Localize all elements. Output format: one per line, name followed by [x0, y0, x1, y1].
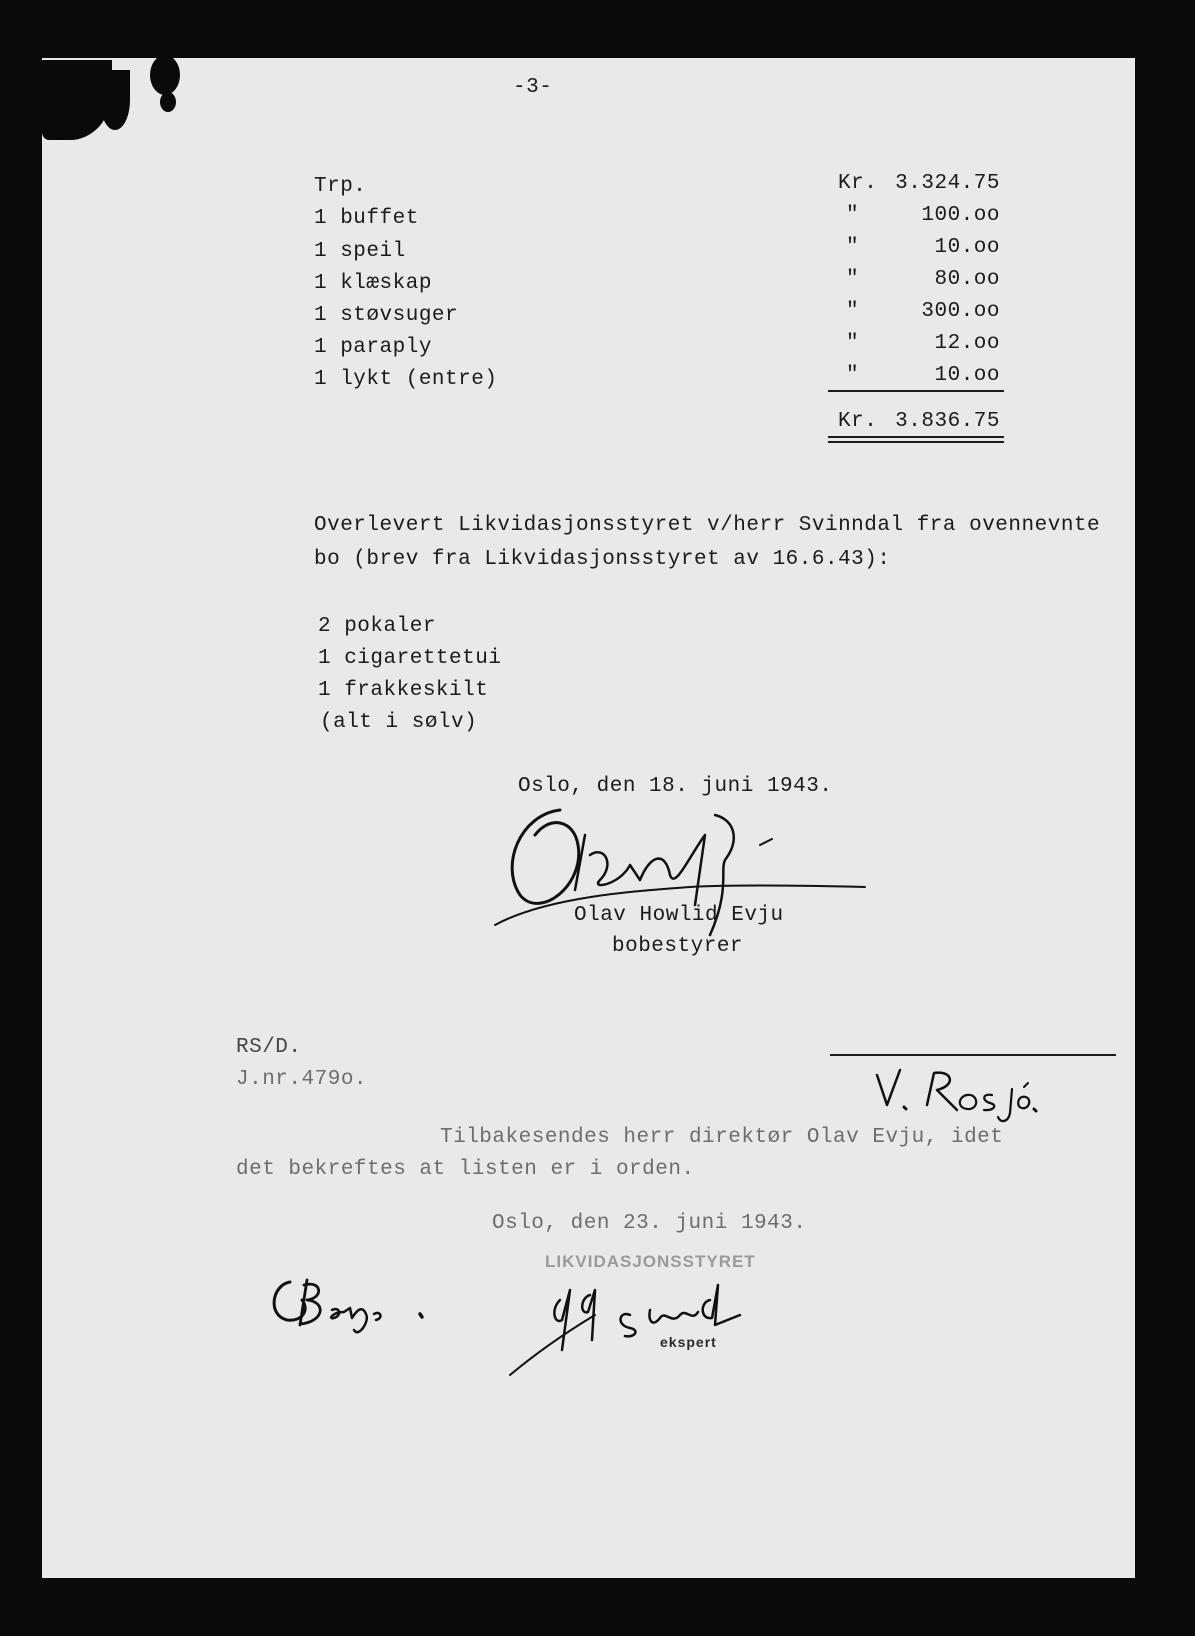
item-name: 1 buffet — [314, 207, 419, 230]
note-line — [830, 1054, 1116, 1056]
item-amount: 100.oo — [921, 204, 1000, 227]
item-amount: 10.oo — [934, 236, 1000, 259]
sum-rule — [828, 390, 1004, 392]
total-double-rule — [828, 436, 1004, 438]
item-name: 1 lykt (entre) — [314, 368, 498, 391]
item-amount: 10.oo — [934, 364, 1000, 387]
item-prefix: " — [846, 204, 860, 227]
item-prefix: " — [846, 268, 860, 291]
scan-blot — [150, 55, 180, 95]
reply-line: Tilbakesendes herr direktør Olav Evju, idet — [440, 1126, 1004, 1149]
item-amount: 12.oo — [934, 332, 1000, 355]
item-name: 1 speil — [314, 240, 406, 263]
item-name: 1 støvsuger — [314, 304, 459, 327]
signature-berge — [262, 1270, 432, 1340]
delivered-item: 2 pokaler — [318, 615, 436, 638]
signature-svinndal — [500, 1270, 800, 1380]
reply-line: det bekreftes at listen er i orden. — [236, 1158, 695, 1181]
item-name: 1 klæskap — [314, 272, 432, 295]
item-prefix: " — [846, 300, 860, 323]
place-date: Oslo, den 23. juni 1943. — [492, 1212, 807, 1235]
signer-role: bobestyrer — [612, 935, 744, 958]
stamp-subtext: ekspert — [660, 1334, 717, 1350]
total-amount: 3.836.75 — [895, 410, 1000, 433]
item-prefix: Kr. — [838, 172, 878, 195]
delivered-item: (alt i sølv) — [320, 711, 478, 734]
handwritten-note-rosjo — [872, 1065, 1042, 1125]
item-name: 1 paraply — [314, 336, 432, 359]
ref-initials: RS/D. — [236, 1036, 302, 1059]
item-name: Trp. — [314, 175, 367, 198]
place-date: Oslo, den 18. juni 1943. — [518, 775, 833, 798]
paragraph-line: bo (brev fra Likvidasjonsstyret av 16.6.43): — [314, 548, 891, 571]
scan-blot — [100, 70, 130, 130]
stamp-likvidasjonsstyret: LIKVIDASJONSSTYRET — [545, 1252, 756, 1271]
signer-name: Olav Howlid Evju — [574, 904, 784, 927]
item-prefix: " — [846, 236, 860, 259]
item-prefix: " — [846, 364, 860, 387]
item-amount: 80.oo — [934, 268, 1000, 291]
page-number: -3- — [513, 76, 553, 99]
total-double-rule — [828, 441, 1004, 443]
paragraph-line: Overlevert Likvidasjonsstyret v/herr Svinndal fra ovennevnte — [314, 514, 1101, 537]
delivered-item: 1 cigarettetui — [318, 647, 502, 670]
item-amount: 3.324.75 — [895, 172, 1000, 195]
delivered-item: 1 frakkeskilt — [318, 679, 489, 702]
total-prefix: Kr. — [838, 410, 878, 433]
scan-blot — [160, 92, 176, 112]
item-amount: 300.oo — [921, 300, 1000, 323]
journal-number: J.nr.479o. — [236, 1068, 368, 1091]
item-prefix: " — [846, 332, 860, 355]
